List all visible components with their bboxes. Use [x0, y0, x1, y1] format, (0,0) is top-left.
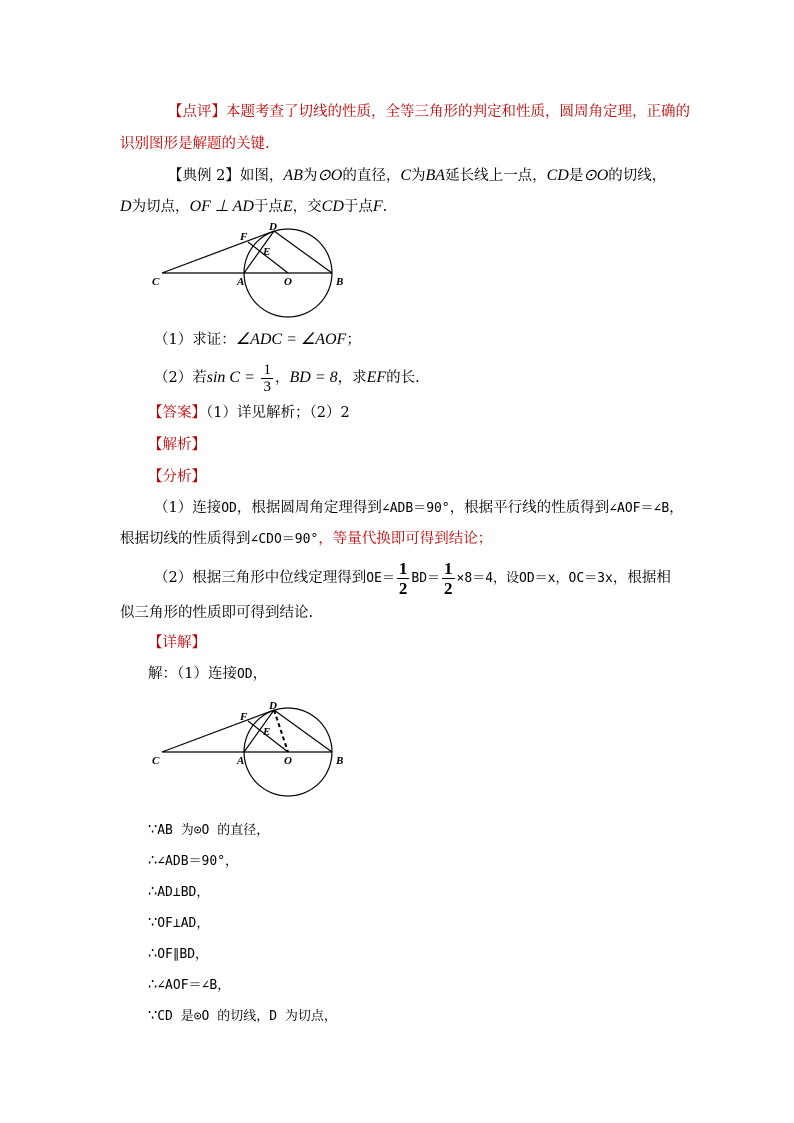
solution-text: ， — [252, 666, 268, 682]
step-symbol: ∵ — [148, 822, 158, 838]
fraction-one-half — [442, 559, 455, 598]
analysis-2-line-2 — [120, 603, 313, 623]
question-2-text: 的长. — [386, 370, 420, 386]
analysis-od: OD — [221, 501, 237, 516]
example-text: 的切线， — [608, 168, 667, 184]
fenxi-tag: 【分析】 — [148, 469, 206, 485]
analysis-text: ，根据相 — [612, 570, 671, 586]
comment-text-2: 识别图形是解题的关键. — [120, 136, 270, 152]
math-f: F — [372, 198, 383, 215]
analysis-angle-adb: ∠ADB＝90° — [381, 501, 450, 516]
line-od-dashed — [274, 710, 288, 752]
math-d: D — [120, 198, 132, 215]
question-2-prefix: （2）若 — [154, 370, 207, 386]
label-c: C — [152, 755, 160, 767]
question-2-comma: ， — [274, 370, 290, 386]
line-cd — [162, 710, 274, 752]
example-text: 延长线上一点， — [445, 168, 547, 184]
comment-text-1: 本题考查了切线的性质，全等三角形的判定和性质，圆周角定理，正确的 — [226, 104, 690, 120]
solution-intro — [148, 664, 267, 685]
example-text: 为切点， — [131, 199, 190, 215]
step — [148, 851, 238, 872]
fraction-one-third — [261, 362, 273, 395]
question-1-suffix: ； — [346, 332, 361, 348]
fraction-numerator: 1 — [398, 558, 408, 578]
fraction-numerator: 1 — [263, 361, 271, 378]
math-circle-o: ⊙O — [317, 167, 343, 184]
step-symbol: ∴ — [148, 977, 158, 993]
detail-heading — [148, 633, 206, 653]
analysis-1-line-1 — [154, 498, 684, 519]
analysis-od-oc: OD＝x，OC＝3x — [519, 571, 613, 586]
analysis-text-red: ，等量代换即可得到结论； — [318, 531, 493, 547]
example-line-1 — [168, 166, 666, 186]
analysis-times: ×8＝4，设 — [456, 571, 520, 586]
label-c: C — [152, 276, 160, 288]
label-d: D — [269, 700, 277, 712]
solution-od: OD — [236, 667, 253, 682]
example-text: 于点 — [253, 199, 283, 215]
step — [148, 820, 269, 841]
analysis-text: ，根据圆周角定理得到 — [236, 500, 382, 516]
step-text: ∠ADB＝90°， — [157, 854, 239, 869]
analysis-text: 根据切线的性质得到 — [120, 531, 251, 547]
step-symbol: ∵ — [148, 915, 158, 931]
label-b: B — [336, 755, 344, 767]
question-1 — [154, 330, 361, 350]
analysis-heading — [148, 435, 206, 455]
math-ab: AB — [283, 167, 303, 184]
math-ef: EF — [366, 369, 387, 386]
example-tag: 【典例 2】 — [168, 168, 240, 184]
fenxi-heading — [148, 467, 206, 487]
analysis-text: ， — [669, 500, 684, 516]
step-symbol: ∴ — [148, 946, 158, 962]
step — [148, 913, 209, 934]
answer-text: （1）详见解析；（2）2 — [206, 405, 350, 421]
label-o: O — [284, 276, 292, 288]
math-circle-o: ⊙O — [583, 167, 609, 184]
analysis-bd: BD＝ — [411, 571, 441, 586]
step — [148, 1006, 337, 1027]
example-text: 如图， — [239, 168, 284, 184]
step-symbol: ∵ — [148, 1008, 158, 1024]
example-text: 于点 — [343, 199, 373, 215]
example-text: 是 — [568, 168, 584, 184]
question-1-prefix: （1）求证： — [154, 332, 236, 348]
analysis-angle-cdo: ∠CDO＝90° — [250, 532, 319, 547]
question-1-math: ∠ADC = ∠AOF — [235, 331, 347, 348]
step — [148, 882, 209, 903]
step-symbol: ∴ — [148, 884, 158, 900]
answer-line — [148, 403, 350, 423]
math-sin-c: sin C = — [206, 369, 255, 386]
step — [148, 944, 208, 965]
step-text: CD 是⊙O 的切线，D 为切点， — [157, 1009, 337, 1024]
analysis-angle-aof: ∠AOF＝∠B — [609, 501, 670, 516]
label-o: O — [284, 755, 292, 767]
analysis-tag: 【解析】 — [148, 437, 206, 453]
label-a: A — [237, 276, 245, 288]
fraction-denominator: 3 — [263, 378, 271, 395]
fraction-denominator: 2 — [398, 578, 408, 598]
analysis-text: ，根据平行线的性质得到 — [449, 500, 610, 516]
label-f: F — [240, 711, 248, 723]
step-text: ∠AOF＝∠B， — [157, 978, 231, 993]
analysis-2-line-1 — [154, 558, 671, 598]
math-ba: BA — [425, 167, 446, 184]
math-of-perp-ad: OF ⊥ AD — [189, 198, 254, 215]
step — [148, 975, 230, 996]
comment-line-1 — [168, 102, 690, 122]
step-symbol: ∴ — [148, 853, 158, 869]
example-text: 的直径， — [342, 168, 401, 184]
example-text: . — [382, 199, 388, 215]
line-db — [274, 231, 332, 273]
detail-tag: 【详解】 — [148, 635, 206, 651]
line-cd — [162, 231, 274, 273]
label-b: B — [336, 276, 344, 288]
math-bd: BD = 8 — [289, 369, 338, 386]
comment-line-2 — [120, 134, 270, 154]
analysis-text: （2）根据三角形中位线定理得到 — [154, 570, 367, 586]
label-e: E — [263, 726, 271, 738]
fraction-denominator: 2 — [444, 578, 453, 598]
answer-tag: 【答案】 — [148, 405, 206, 421]
math-c: C — [400, 167, 412, 184]
label-d: D — [269, 221, 277, 233]
math-cd: CD — [546, 167, 569, 184]
fraction-one-half — [397, 559, 410, 598]
label-a: A — [237, 755, 245, 767]
analysis-text: （1）连接 — [154, 500, 222, 516]
step-text: AD⊥BD， — [157, 885, 210, 900]
geometry-figure-1 — [150, 218, 360, 318]
question-2-text: ，求 — [337, 370, 367, 386]
math-cd: CD — [321, 198, 344, 215]
comment-tag: 【点评】 — [168, 104, 226, 120]
analysis-text: 似三角形的性质即可得到结论. — [120, 605, 314, 621]
step-text: OF⊥AD， — [157, 916, 210, 931]
fraction-numerator: 1 — [444, 558, 453, 578]
geometry-figure-2 — [150, 700, 360, 800]
line-db — [274, 710, 332, 752]
example-text: 为 — [302, 168, 318, 184]
analysis-oe: OE＝ — [366, 571, 395, 586]
math-e: E — [282, 198, 293, 215]
solution-text: 解：（1）连接 — [148, 666, 237, 682]
example-line-2 — [120, 197, 387, 217]
step-text: OF∥BD， — [157, 947, 209, 962]
example-text: 为 — [411, 168, 426, 184]
label-e: E — [263, 246, 271, 258]
question-2 — [154, 358, 420, 398]
step-text: AB 为⊙O 的直径， — [157, 823, 270, 838]
example-text: ，交 — [292, 199, 322, 215]
analysis-1-line-2 — [120, 529, 492, 550]
label-f: F — [240, 231, 248, 243]
